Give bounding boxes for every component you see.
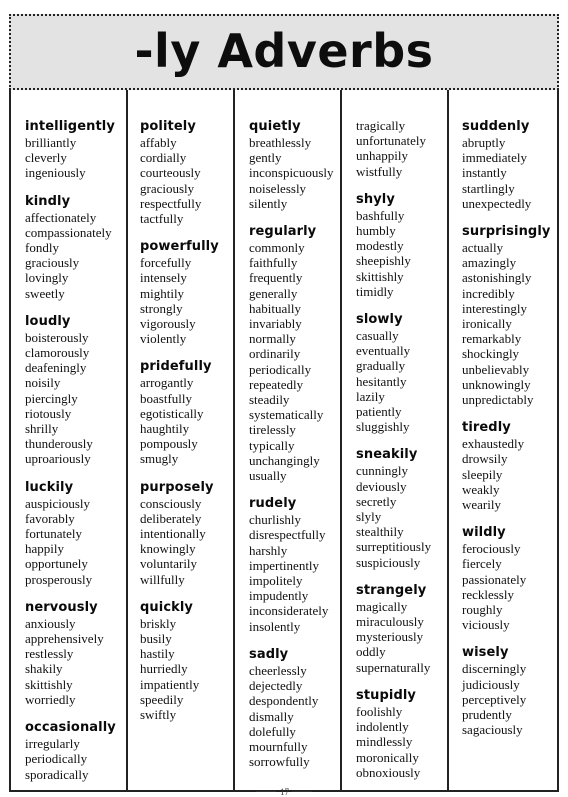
column-3 [235, 90, 342, 790]
synonym-word: noiselessly [249, 180, 307, 196]
synonym-word: stealthily [356, 524, 404, 540]
synonym-word: apprehensively [25, 631, 104, 647]
adverb-heading: politely [140, 119, 196, 134]
synonym-word: faithfully [249, 255, 298, 271]
adverb-group [342, 582, 447, 675]
synonym-word: insolently [249, 618, 301, 634]
synonym-word: anxiously [25, 615, 76, 631]
synonym-word: viciously [462, 617, 510, 633]
synonym-word: casually [356, 328, 399, 344]
synonym-word: passionately [462, 571, 527, 587]
column-1 [11, 90, 128, 790]
synonym-word: favorably [25, 510, 75, 526]
synonym-word: immediately [462, 150, 527, 166]
synonym-word: wearily [462, 497, 501, 513]
synonym-word: miraculously [356, 614, 424, 630]
synonym-word: abruptly [462, 135, 506, 150]
synonym-word: startlingly [462, 180, 515, 196]
adverb-heading: shyly [356, 191, 395, 207]
synonym-word: sagaciously [462, 722, 523, 738]
synonym-word: despondently [249, 693, 319, 709]
synonym-word: sluggishly [356, 419, 410, 435]
synonym-word: bashfully [356, 207, 405, 223]
synonym-word: sorrowfully [249, 754, 310, 770]
synonym-word: busily [140, 631, 172, 647]
adverb-group [449, 524, 557, 632]
adverb-group [11, 313, 126, 467]
synonym-word: deliberately [140, 510, 202, 526]
synonym-word: hurriedly [140, 661, 188, 677]
synonym-word: unbelievably [462, 361, 530, 377]
synonym-word: impolitely [249, 573, 303, 589]
synonym-word: haughtily [140, 421, 190, 437]
synonym-word: inconsiderately [249, 603, 329, 619]
adverb-group [342, 311, 447, 434]
synonym-word: systematically [249, 407, 324, 423]
adverb-group [11, 193, 126, 301]
synonym-word: affably [140, 135, 177, 150]
synonym-word: egotistically [140, 405, 204, 421]
synonym-word: compassionately [25, 224, 112, 240]
synonym-word: typically [249, 437, 295, 453]
adverb-heading: quickly [140, 599, 193, 615]
synonym-word: dejectedly [249, 678, 303, 694]
adverb-group [128, 358, 233, 466]
synonym-word: hastily [140, 646, 175, 662]
synonym-word: sporadically [25, 766, 89, 782]
synonym-word: shakily [25, 661, 63, 677]
synonym-word: wistfully [356, 163, 403, 179]
synonym-word: steadily [249, 392, 290, 408]
synonym-word: skittishly [25, 676, 73, 692]
synonym-word: forcefully [140, 255, 192, 271]
synonym-word: normally [249, 331, 296, 347]
synonym-word: remarkably [462, 331, 522, 347]
synonym-word: boisterously [25, 329, 89, 345]
adverb-heading: luckily [25, 479, 74, 495]
synonym-word: actually [462, 240, 504, 256]
synonym-word: ingeniously [25, 165, 86, 181]
synonym-word: courteously [140, 165, 201, 181]
synonym-word: thunderously [25, 436, 93, 452]
adverb-group [128, 599, 233, 722]
synonym-word: fortunately [25, 526, 83, 542]
synonym-word: periodically [25, 751, 88, 767]
synonym-word: impatiently [140, 676, 200, 692]
synonym-word: brilliantly [25, 135, 77, 150]
synonym-word: humbly [356, 223, 396, 239]
synonym-word: ordinarily [249, 346, 301, 362]
synonym-word: disrespectfully [249, 527, 326, 543]
synonym-word: unexpectedly [462, 195, 532, 211]
synonym-word: generally [249, 285, 298, 301]
synonym-word: lovingly [25, 270, 69, 286]
synonym-word: commonly [249, 240, 305, 256]
synonym-word: oddly [356, 644, 386, 660]
synonym-word: amazingly [462, 255, 517, 271]
synonym-word: boastfully [140, 390, 192, 406]
synonym-word: willfully [140, 571, 185, 587]
synonym-word: obnoxiously [356, 764, 421, 780]
synonym-word: judiciously [462, 676, 520, 692]
adverb-group [128, 118, 233, 226]
synonym-word: silently [249, 195, 288, 211]
adverb-heading: sneakily [356, 447, 418, 463]
synonym-word: arrogantly [140, 375, 194, 391]
synonym-word: inconspicuously [249, 165, 334, 181]
adverb-heading: wisely [462, 645, 509, 661]
synonym-word: worriedly [25, 691, 76, 707]
synonym-word: unhappily [356, 148, 408, 164]
footer-rule-right [292, 791, 312, 792]
adverb-heading: pridefully [140, 359, 212, 375]
synonym-word: mightily [140, 285, 185, 301]
synonym-word: unfortunately [356, 133, 427, 149]
synonym-word: moronically [356, 749, 419, 765]
synonym-word: sheepishly [356, 253, 411, 269]
adverb-group [449, 118, 557, 211]
synonym-word: secretly [356, 493, 397, 509]
synonym-word: restlessly [25, 646, 74, 662]
synonym-word: roughly [462, 602, 503, 618]
synonym-word: piercingly [25, 390, 78, 406]
synonym-word: deafeningly [25, 360, 87, 376]
synonym-word: affectionately [25, 209, 97, 225]
synonym-word: astonishingly [462, 270, 532, 286]
synonym-word: frequently [249, 270, 303, 286]
synonym-word: periodically [249, 361, 312, 377]
synonym-word: instantly [462, 165, 507, 181]
synonym-word: dismally [249, 708, 294, 724]
page-title: -ly Adverbs [134, 24, 434, 78]
synonym-word: shrilly [25, 421, 59, 437]
synonym-word: voluntarily [140, 556, 198, 572]
adverb-group [449, 644, 557, 737]
synonym-word: cheerlessly [249, 662, 307, 678]
synonym-word: briskly [140, 615, 177, 631]
synonym-word: happily [25, 541, 64, 557]
synonym-word: tactfully [140, 211, 184, 227]
adverb-heading: purposely [140, 479, 214, 495]
synonym-word: intensely [140, 270, 187, 286]
synonym-word: smugly [140, 451, 179, 467]
synonym-word: intentionally [140, 526, 206, 542]
synonym-word: speedily [140, 691, 184, 707]
synonym-word: tragically [356, 118, 406, 133]
synonym-word: dolefully [249, 723, 296, 739]
synonym-word: opportunely [25, 556, 88, 572]
synonym-word: recklessly [462, 586, 514, 602]
synonym-word: ironically [462, 316, 512, 332]
adverb-group [235, 646, 340, 769]
synonym-word: unchangingly [249, 452, 320, 468]
synonym-word: respectfully [140, 195, 202, 211]
synonym-word: magically [356, 598, 408, 614]
adverb-heading: tiredly [462, 420, 511, 436]
page-footer [0, 787, 568, 797]
synonym-word: interestingly [462, 300, 527, 316]
adverb-heading: regularly [249, 224, 317, 240]
synonym-word: hesitantly [356, 373, 407, 389]
synonym-word: indolently [356, 719, 409, 735]
synonym-word: repeatedly [249, 376, 304, 392]
synonym-word: harshly [249, 542, 288, 558]
adverb-group [342, 191, 447, 299]
synonym-word: vigorously [140, 316, 196, 332]
synonym-word: breathlessly [249, 135, 312, 150]
synonym-word: fiercely [462, 556, 502, 572]
adverb-heading: wildly [462, 525, 506, 541]
synonym-word: gently [249, 150, 282, 166]
synonym-word: suspiciously [356, 554, 421, 570]
column-4 [342, 90, 449, 790]
synonym-word: graciously [140, 180, 195, 196]
synonym-word: sleepily [462, 466, 503, 482]
synonym-word: perceptively [462, 691, 527, 707]
synonym-word: noisily [25, 375, 61, 391]
adverb-group [235, 495, 340, 634]
column-2 [128, 90, 235, 790]
adverb-heading: occasionally [25, 720, 116, 736]
synonym-word: sweetly [25, 285, 65, 301]
synonym-word: mysteriously [356, 629, 424, 645]
synonym-word: cunningly [356, 463, 408, 479]
synonym-word: lazily [356, 388, 385, 404]
adverb-group [342, 446, 447, 569]
synonym-word: discerningly [462, 661, 527, 677]
adverb-columns [9, 90, 559, 792]
synonym-word: cordially [140, 150, 187, 166]
adverb-group [128, 479, 233, 587]
column-5 [449, 90, 557, 790]
title-banner [9, 14, 559, 90]
synonym-word: incredibly [462, 285, 515, 301]
adverb-group [235, 118, 340, 211]
adverb-group [11, 599, 126, 707]
synonym-word: supernaturally [356, 659, 431, 675]
synonym-word: surreptitiously [356, 539, 432, 555]
synonym-word: usually [249, 468, 287, 484]
adverb-heading: loudly [25, 313, 71, 329]
adverb-heading: quietly [249, 119, 301, 134]
adverb-group [449, 419, 557, 512]
adverb-group [11, 479, 126, 587]
synonym-word: pompously [140, 436, 198, 452]
synonym-word: cleverly [25, 150, 67, 166]
synonym-word: unpredictably [462, 392, 534, 408]
adverb-group [449, 223, 557, 407]
adverb-heading: strangely [356, 582, 427, 598]
adverb-heading: stupidly [356, 687, 417, 703]
synonym-word: deviously [356, 478, 407, 494]
lead-word-list [342, 118, 447, 179]
adverb-heading: nervously [25, 599, 98, 615]
synonym-word: prosperously [25, 571, 93, 587]
footer-rule-left [256, 791, 276, 792]
adverb-heading: rudely [249, 496, 297, 512]
synonym-word: habitually [249, 300, 301, 316]
synonym-word: timidly [356, 283, 394, 299]
synonym-word: prudently [462, 707, 512, 723]
synonym-word: churlishly [249, 512, 301, 528]
synonym-word: mindlessly [356, 734, 413, 750]
synonym-word: invariably [249, 316, 302, 332]
adverb-heading: sadly [249, 646, 289, 662]
adverb-heading: suddenly [462, 119, 530, 134]
synonym-word: auspiciously [25, 495, 90, 511]
synonym-word: riotously [25, 405, 72, 421]
synonym-word: slyly [356, 509, 382, 525]
page-number: 17 [280, 787, 289, 797]
synonym-word: impudently [249, 588, 309, 604]
synonym-word: eventually [356, 343, 411, 359]
adverb-heading: powerfully [140, 239, 219, 255]
synonym-word: violently [140, 331, 187, 347]
adverb-group [235, 223, 340, 483]
synonym-word: exhaustedly [462, 436, 525, 452]
synonym-word: strongly [140, 300, 183, 316]
synonym-word: impertinently [249, 557, 320, 573]
adverb-group [342, 687, 447, 780]
synonym-word: patiently [356, 404, 402, 420]
synonym-word: knowingly [140, 541, 196, 557]
synonym-word: unknowingly [462, 376, 531, 392]
synonym-word: fondly [25, 240, 59, 256]
synonym-word: ferociously [462, 541, 521, 557]
synonym-word: irregularly [25, 736, 80, 752]
synonym-word: shockingly [462, 346, 520, 362]
synonym-word: consciously [140, 495, 202, 511]
synonym-word: tirelessly [249, 422, 296, 438]
adverb-group [11, 719, 126, 782]
synonym-word: swiftly [140, 707, 177, 723]
synonym-word: drowsily [462, 451, 508, 467]
synonym-word: skittishly [356, 268, 404, 284]
synonym-word: graciously [25, 255, 80, 271]
adverb-heading: slowly [356, 312, 403, 328]
synonym-word: clamorously [25, 345, 90, 361]
synonym-word: mournfully [249, 738, 308, 754]
synonym-word: uproariously [25, 451, 91, 467]
synonym-word: modestly [356, 238, 404, 254]
synonym-word: gradually [356, 358, 406, 374]
adverb-heading: kindly [25, 193, 71, 209]
synonym-word: weakly [462, 481, 500, 497]
adverb-group [11, 118, 126, 181]
adverb-heading: intelligently [25, 119, 115, 134]
synonym-word: foolishly [356, 703, 403, 719]
adverb-group [128, 238, 233, 346]
adverb-heading: surprisingly [462, 224, 551, 240]
